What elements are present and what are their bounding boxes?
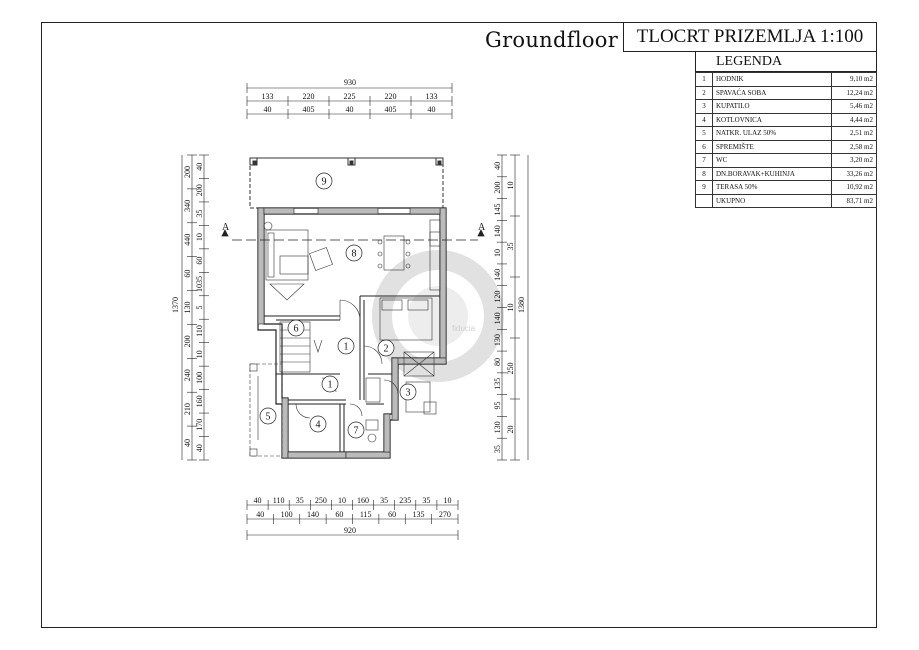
dimension-label: 35 xyxy=(422,496,431,505)
legend-cell-n: 4 xyxy=(696,113,713,127)
dimension-label: 270 xyxy=(438,510,451,519)
dimension-label: 145 xyxy=(493,203,502,216)
room-number xyxy=(348,422,364,438)
room-number-text: 2 xyxy=(383,343,389,355)
legend-cell-n: 3 xyxy=(696,100,713,114)
dimension-total: 1370 xyxy=(171,297,180,313)
dimension-label: 135 xyxy=(412,510,425,519)
dimension-label: 440 xyxy=(183,233,192,246)
legend-cell-n: 5 xyxy=(696,127,713,141)
dimension-label: 10 xyxy=(506,303,515,312)
room-number-text: 7 xyxy=(353,425,359,437)
dimension-label: 200 xyxy=(183,335,192,348)
room-number xyxy=(378,340,394,356)
legend-cell-area: 10,92 m2 xyxy=(832,181,877,195)
dimension-label: 10 xyxy=(506,181,515,190)
dimension-label: 115 xyxy=(359,510,372,519)
legend-cell-area: 12,24 m2 xyxy=(832,86,877,100)
dimension-label: 40 xyxy=(493,161,502,170)
room-number xyxy=(288,320,304,336)
dimension-label: 140 xyxy=(493,312,502,325)
dimension-total: 920 xyxy=(344,526,356,535)
legend-cell-n: 1 xyxy=(696,73,713,87)
dimension-label: 40 xyxy=(183,439,192,448)
dimension-label: 1035 xyxy=(195,276,204,293)
room-number-text: 8 xyxy=(351,248,357,260)
dimension-label: 95 xyxy=(493,401,502,410)
dimension-label: 200 xyxy=(183,165,192,178)
room-number-text: 6 xyxy=(293,323,299,335)
dimension-label: 60 xyxy=(183,269,192,278)
room-number-text: 1 xyxy=(343,341,349,353)
legend-cell-room: NATKR. ULAZ 50% xyxy=(713,127,832,141)
dimension-label: 250 xyxy=(506,362,515,375)
terrace-area xyxy=(250,158,443,208)
legend-cell-area: 2,51 m2 xyxy=(832,127,877,141)
dimension-label: 160 xyxy=(195,395,204,408)
watermark-text: fiducia xyxy=(452,324,476,333)
dimension-label: 10 xyxy=(195,350,204,359)
legend-cell-room: KOTLOVNICA xyxy=(713,113,832,127)
room-number-text: 3 xyxy=(405,387,411,399)
legend-cell-room: KUPATILO xyxy=(713,100,832,114)
room-number xyxy=(338,338,354,354)
legend-cell-n: 7 xyxy=(696,154,713,168)
room-number xyxy=(400,384,416,400)
dimension-label: 40 xyxy=(345,105,354,114)
dimension-label: 40 xyxy=(256,510,265,519)
dimension-label: 140 xyxy=(493,268,502,281)
dimension-label: 60 xyxy=(195,256,204,265)
legend-title: LEGENDA xyxy=(695,52,877,72)
floor-label: Groundfloor xyxy=(485,28,619,52)
legend-cell-n: 9 xyxy=(696,181,713,195)
dimension-label: 35 xyxy=(380,496,389,505)
legend-cell-area: 4,44 m2 xyxy=(832,113,877,127)
dimension-label: 135 xyxy=(493,377,502,390)
legend-cell-area: 3,20 m2 xyxy=(832,154,877,168)
dimension-label: 10 xyxy=(337,496,346,505)
dimension-label: 235 xyxy=(399,496,412,505)
room-number xyxy=(260,408,276,424)
legend-cell-n: 2 xyxy=(696,86,713,100)
dimension-label: 140 xyxy=(306,510,319,519)
dimension-label: 110 xyxy=(195,325,204,337)
dimension-label: 340 xyxy=(183,199,192,212)
dimension-label: 80 xyxy=(493,357,502,366)
dimension-label: 40 xyxy=(253,496,262,505)
room-number xyxy=(316,173,332,189)
dimension-label: 220 xyxy=(384,92,397,101)
plan-title: TLOCRT PRIZEMLJA 1:100 xyxy=(623,22,877,52)
dimension-label: 130 xyxy=(183,301,192,314)
legend-cell-room: SPREMIŠTE xyxy=(713,140,832,154)
dimension-label: 140 xyxy=(493,225,502,238)
legend-cell-n: 8 xyxy=(696,167,713,181)
dimension-total: 930 xyxy=(344,78,356,87)
legend-cell-room: DN.BORAVAK+KUHINJA xyxy=(713,167,832,181)
room-number xyxy=(346,245,362,261)
legend-cell-area: 33,26 m2 xyxy=(832,167,877,181)
dimension-label: 220 xyxy=(302,92,315,101)
dimension-label: 40 xyxy=(195,162,204,171)
dimension-label: 35 xyxy=(195,209,204,218)
watermark-logo xyxy=(382,260,494,372)
room-number-text: 9 xyxy=(321,176,327,188)
dimension-label: 110 xyxy=(272,496,285,505)
legend-cell-room: SPAVAĆA SOBA xyxy=(713,86,832,100)
dimension-label: 120 xyxy=(493,290,502,303)
dimension-label: 40 xyxy=(195,444,204,453)
dimension-label: 130 xyxy=(493,421,502,434)
section-marker-right: A xyxy=(478,222,486,233)
dimension-label: 133 xyxy=(425,92,438,101)
room-number-text: 4 xyxy=(315,419,321,431)
dimension-label: 225 xyxy=(343,92,356,101)
dimension-label: 40 xyxy=(263,105,272,114)
dimension-label: 35 xyxy=(506,242,515,251)
legend-cell-room: HODNIK xyxy=(713,73,832,87)
legend-cell-n: 6 xyxy=(696,140,713,154)
dimension-label: 405 xyxy=(384,105,397,114)
dimension-label: 10 xyxy=(493,249,502,258)
dimension-label: 170 xyxy=(195,418,204,431)
dimension-label: 250 xyxy=(314,496,327,505)
dimension-label: 10 xyxy=(195,233,204,242)
dimension-label: 210 xyxy=(183,403,192,416)
room-number xyxy=(310,416,326,432)
dimension-label: 100 xyxy=(280,510,293,519)
room-number xyxy=(322,376,338,392)
legend-cell-area: 2,58 m2 xyxy=(832,140,877,154)
dimension-label: 10 xyxy=(443,496,452,505)
legend-total-label: UKUPNO xyxy=(713,194,832,208)
dimension-label: 200 xyxy=(195,184,204,197)
dimension-label: 160 xyxy=(357,496,370,505)
section-marker-left: A xyxy=(222,222,230,233)
dimension-label: 20 xyxy=(506,425,515,434)
dimension-label: 200 xyxy=(493,181,502,194)
dimension-label: 130 xyxy=(493,334,502,347)
dimension-lines xyxy=(171,78,528,540)
dimension-label: 60 xyxy=(335,510,344,519)
legend-cell-room: TERASA 50% xyxy=(713,181,832,195)
dimension-label: 405 xyxy=(302,105,315,114)
dimension-label: 240 xyxy=(183,369,192,382)
dimension-label: 100 xyxy=(195,371,204,384)
dimension-label: 35 xyxy=(493,445,502,454)
dimension-label: 133 xyxy=(261,92,274,101)
dimension-label: 40 xyxy=(427,105,436,114)
legend-total-area: 83,71 m2 xyxy=(832,194,877,208)
room-number-text: 5 xyxy=(265,411,271,423)
legend-cell-room: WC xyxy=(713,154,832,168)
dimension-label: 60 xyxy=(388,510,397,519)
dimension-total: 1380 xyxy=(517,297,526,313)
legend-cell-area: 9,10 m2 xyxy=(832,73,877,87)
room-number-text: 1 xyxy=(327,379,333,391)
legend-cell-area: 5,46 m2 xyxy=(832,100,877,114)
dimension-label: 35 xyxy=(295,496,304,505)
dimension-label: 5 xyxy=(195,305,204,310)
